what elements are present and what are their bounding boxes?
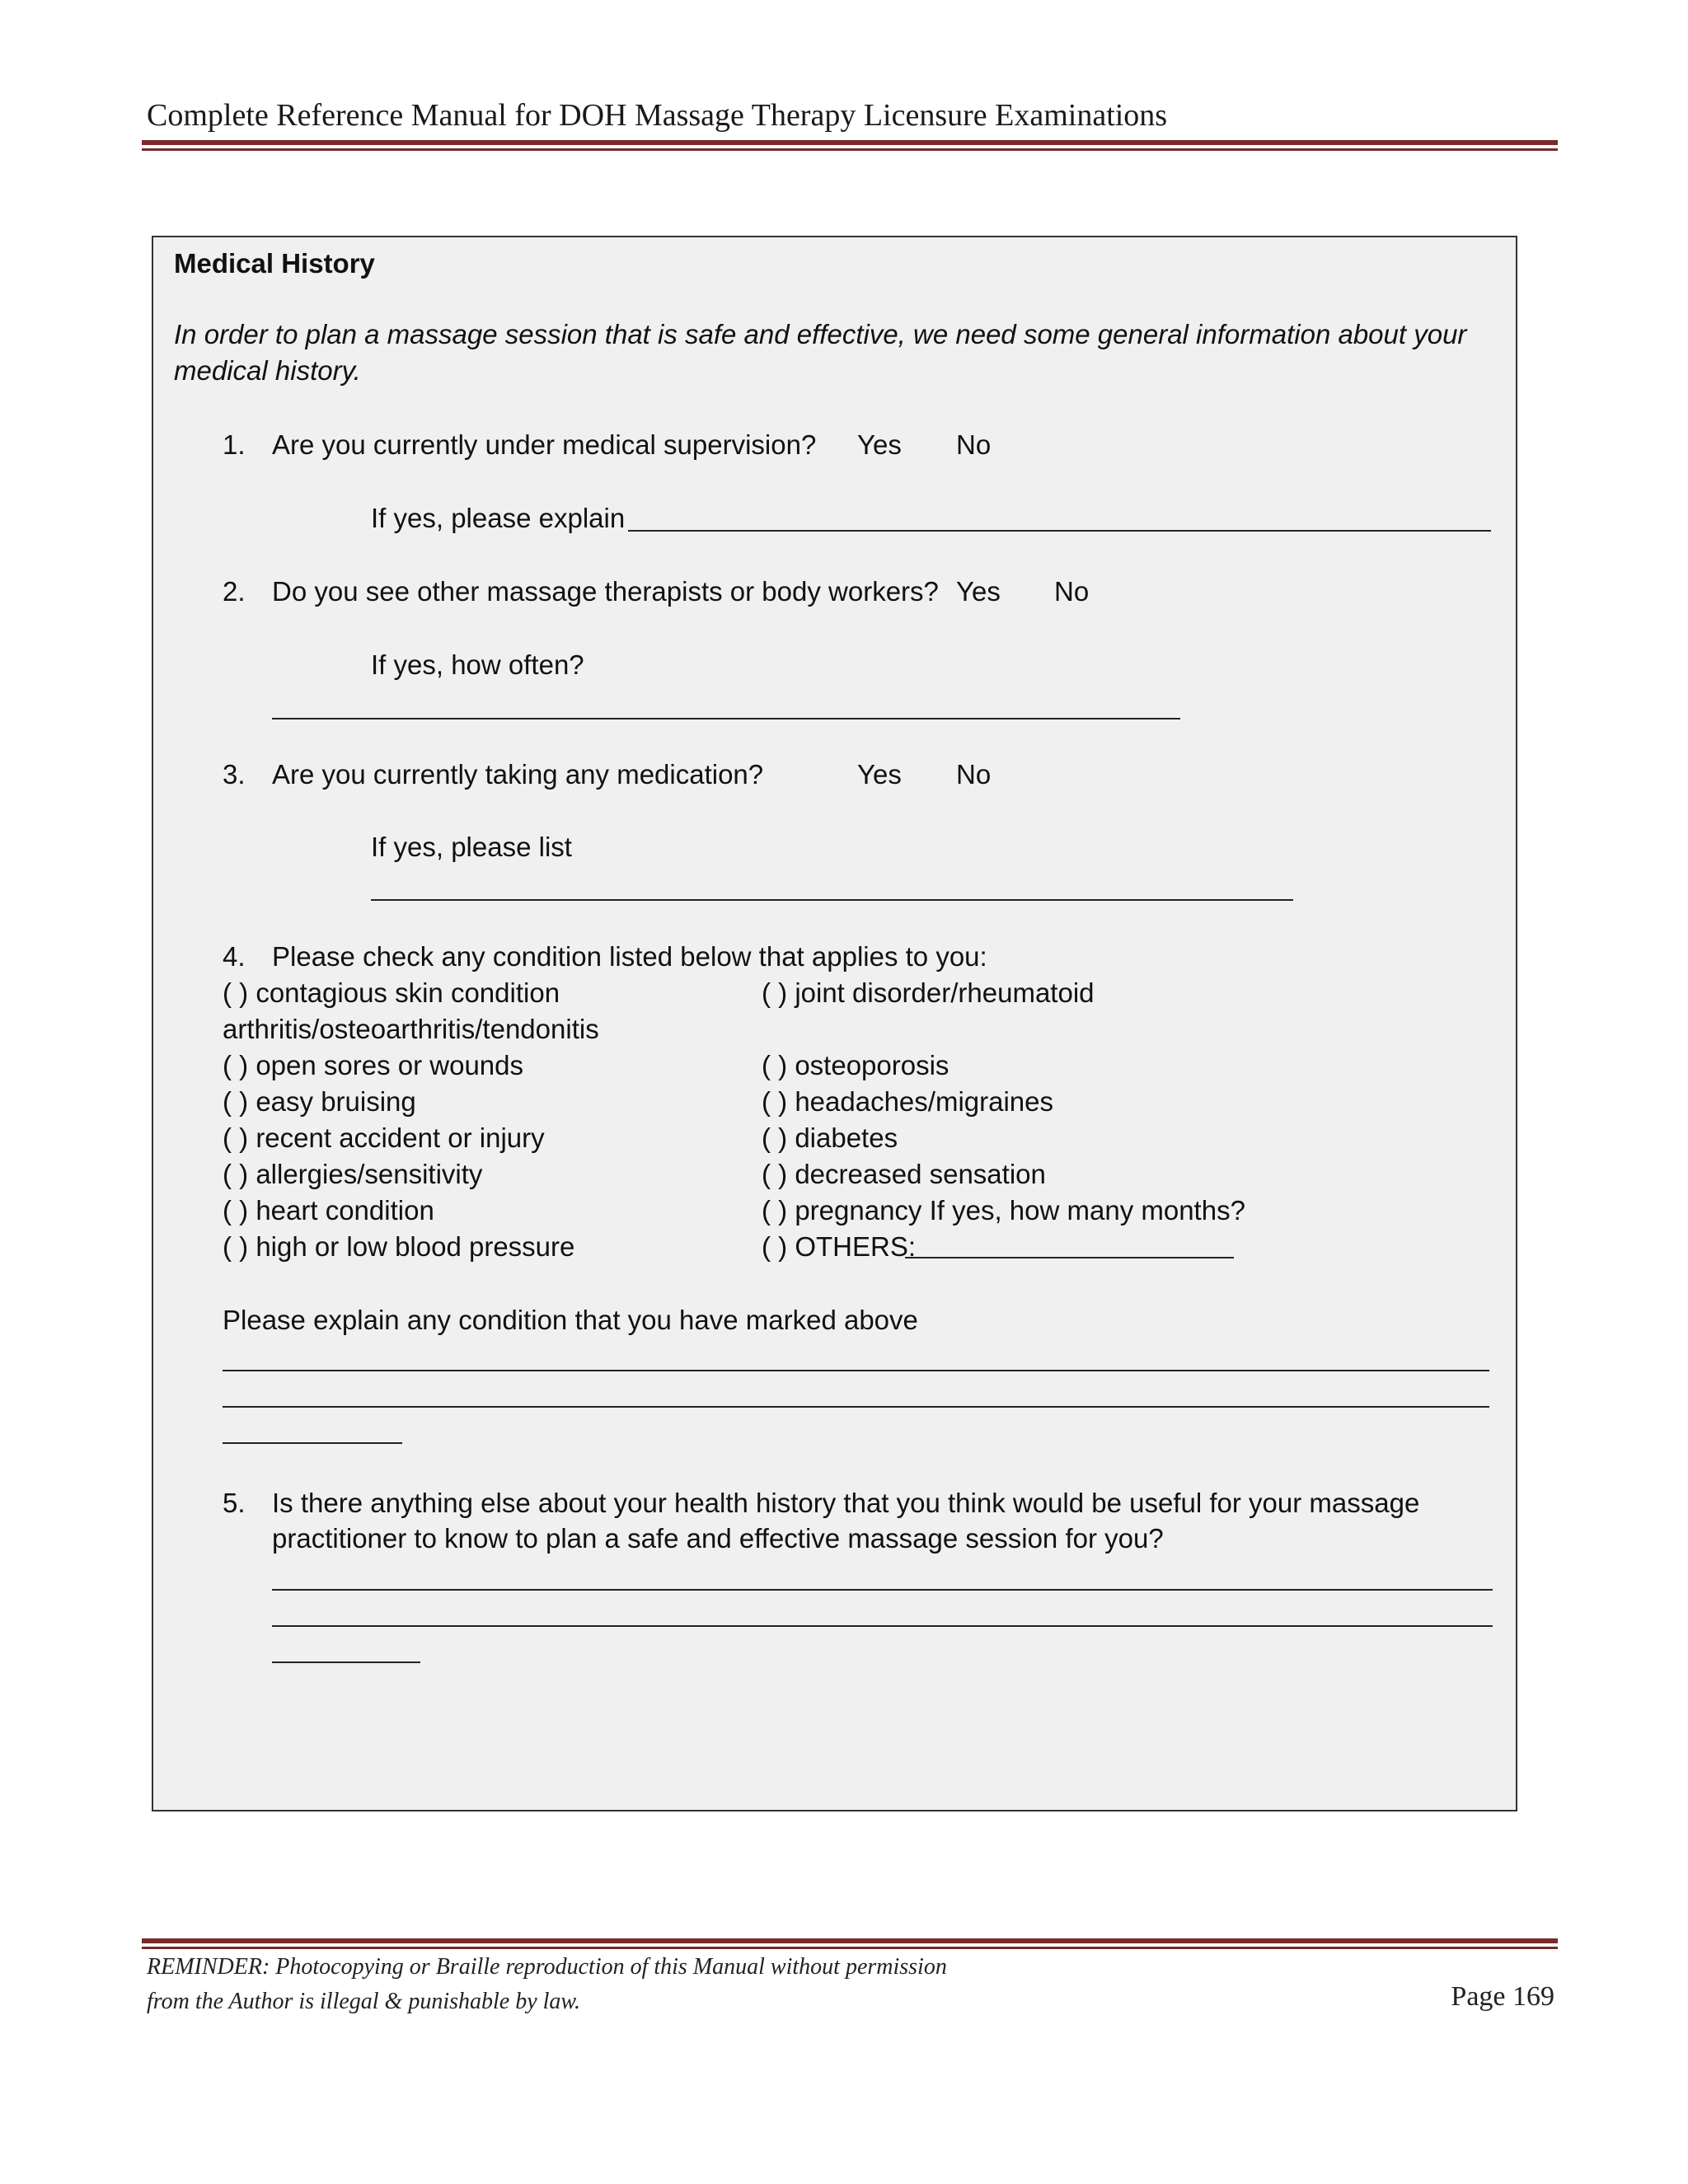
q5-answer-line-1[interactable] [272,1589,1493,1591]
condition-checkbox[interactable]: ( ) joint disorder/rheumatoid [762,977,1095,1008]
q2-text: Do you see other massage therapists or body workers? [272,576,939,607]
q3-medication-line[interactable] [371,899,1293,901]
q1-number: 1. [223,429,246,460]
footer-divider [142,1938,1558,1949]
condition-checkbox[interactable]: ( ) contagious skin condition [223,977,560,1008]
condition-checkbox[interactable]: ( ) decreased sensation [762,1159,1046,1189]
condition-continuation: arthritis/osteoarthritis/tendonitis [223,1014,599,1044]
q1-explain-line[interactable] [628,530,1491,532]
explain-line-2[interactable] [223,1406,1489,1408]
condition-checkbox[interactable]: ( ) OTHERS: [762,1231,916,1262]
q1-followup-label: If yes, please explain [371,503,626,533]
footer-reminder [147,1950,947,2019]
q5-text-line1: Is there anything else about your health history that you think would be useful for your massage [272,1488,1420,1518]
q4-number: 4. [223,941,246,972]
q5-answer-line-3[interactable] [272,1661,420,1663]
q2-number: 2. [223,576,246,607]
q1-text: Are you currently under medical supervision? [272,429,817,460]
condition-checkbox[interactable]: ( ) heart condition [223,1195,434,1226]
explain-line-1[interactable] [223,1370,1489,1371]
q5-number: 5. [223,1488,246,1518]
medical-history-form [152,236,1517,1811]
condition-checkbox[interactable]: ( ) high or low blood pressure [223,1231,575,1262]
page-header-title: Complete Reference Manual for DOH Massage Therapy Licensure Examinations [147,98,1168,133]
condition-checkbox[interactable]: ( ) open sores or wounds [223,1050,524,1080]
condition-checkbox[interactable]: ( ) allergies/sensitivity [223,1159,483,1189]
q5-text-line2: practitioner to know to plan a safe and effective massage session for you? [272,1523,1164,1554]
condition-checkbox[interactable]: ( ) recent accident or injury [223,1122,545,1153]
q1-no-option[interactable]: No [956,429,992,460]
q4-text: Please check any condition listed below that applies to you: [272,941,987,972]
page-number: Page 169 [1451,1981,1554,2012]
condition-checkbox[interactable]: ( ) diabetes [762,1122,898,1153]
q2-followup-label: If yes, how often? [371,649,584,680]
q3-text: Are you currently taking any medication? [272,759,764,790]
condition-checkbox[interactable]: ( ) headaches/migraines [762,1086,1054,1117]
q2-frequency-line[interactable] [272,718,1180,719]
condition-checkbox[interactable]: ( ) osteoporosis [762,1050,950,1080]
others-input-line[interactable] [905,1257,1234,1258]
header-divider [142,140,1558,151]
q1-yes-option[interactable]: Yes [857,429,902,460]
explain-line-3[interactable] [223,1442,402,1444]
q2-yes-option[interactable]: Yes [956,576,1001,607]
q2-no-option[interactable]: No [1054,576,1090,607]
q3-yes-option[interactable]: Yes [857,759,902,790]
condition-checkbox[interactable]: ( ) pregnancy If yes, how many months? [762,1195,1245,1226]
q3-followup-label: If yes, please list [371,832,572,862]
form-title: Medical History [174,248,375,279]
q3-no-option[interactable]: No [956,759,992,790]
condition-checkbox[interactable]: ( ) easy bruising [223,1086,416,1117]
q5-answer-line-2[interactable] [272,1625,1493,1627]
q3-number: 3. [223,759,246,790]
reminder-line-1: REMINDER: Photocopying or Braille reproduction of this Manual without permission [147,1954,947,1980]
form-intro: In order to plan a massage session that is safe and effective, we need some general information about your medical history. [174,319,1467,386]
reminder-line-2: from the Author is illegal & punishable by law. [147,1989,581,2014]
explain-conditions-label: Please explain any condition that you have marked above [223,1305,918,1335]
